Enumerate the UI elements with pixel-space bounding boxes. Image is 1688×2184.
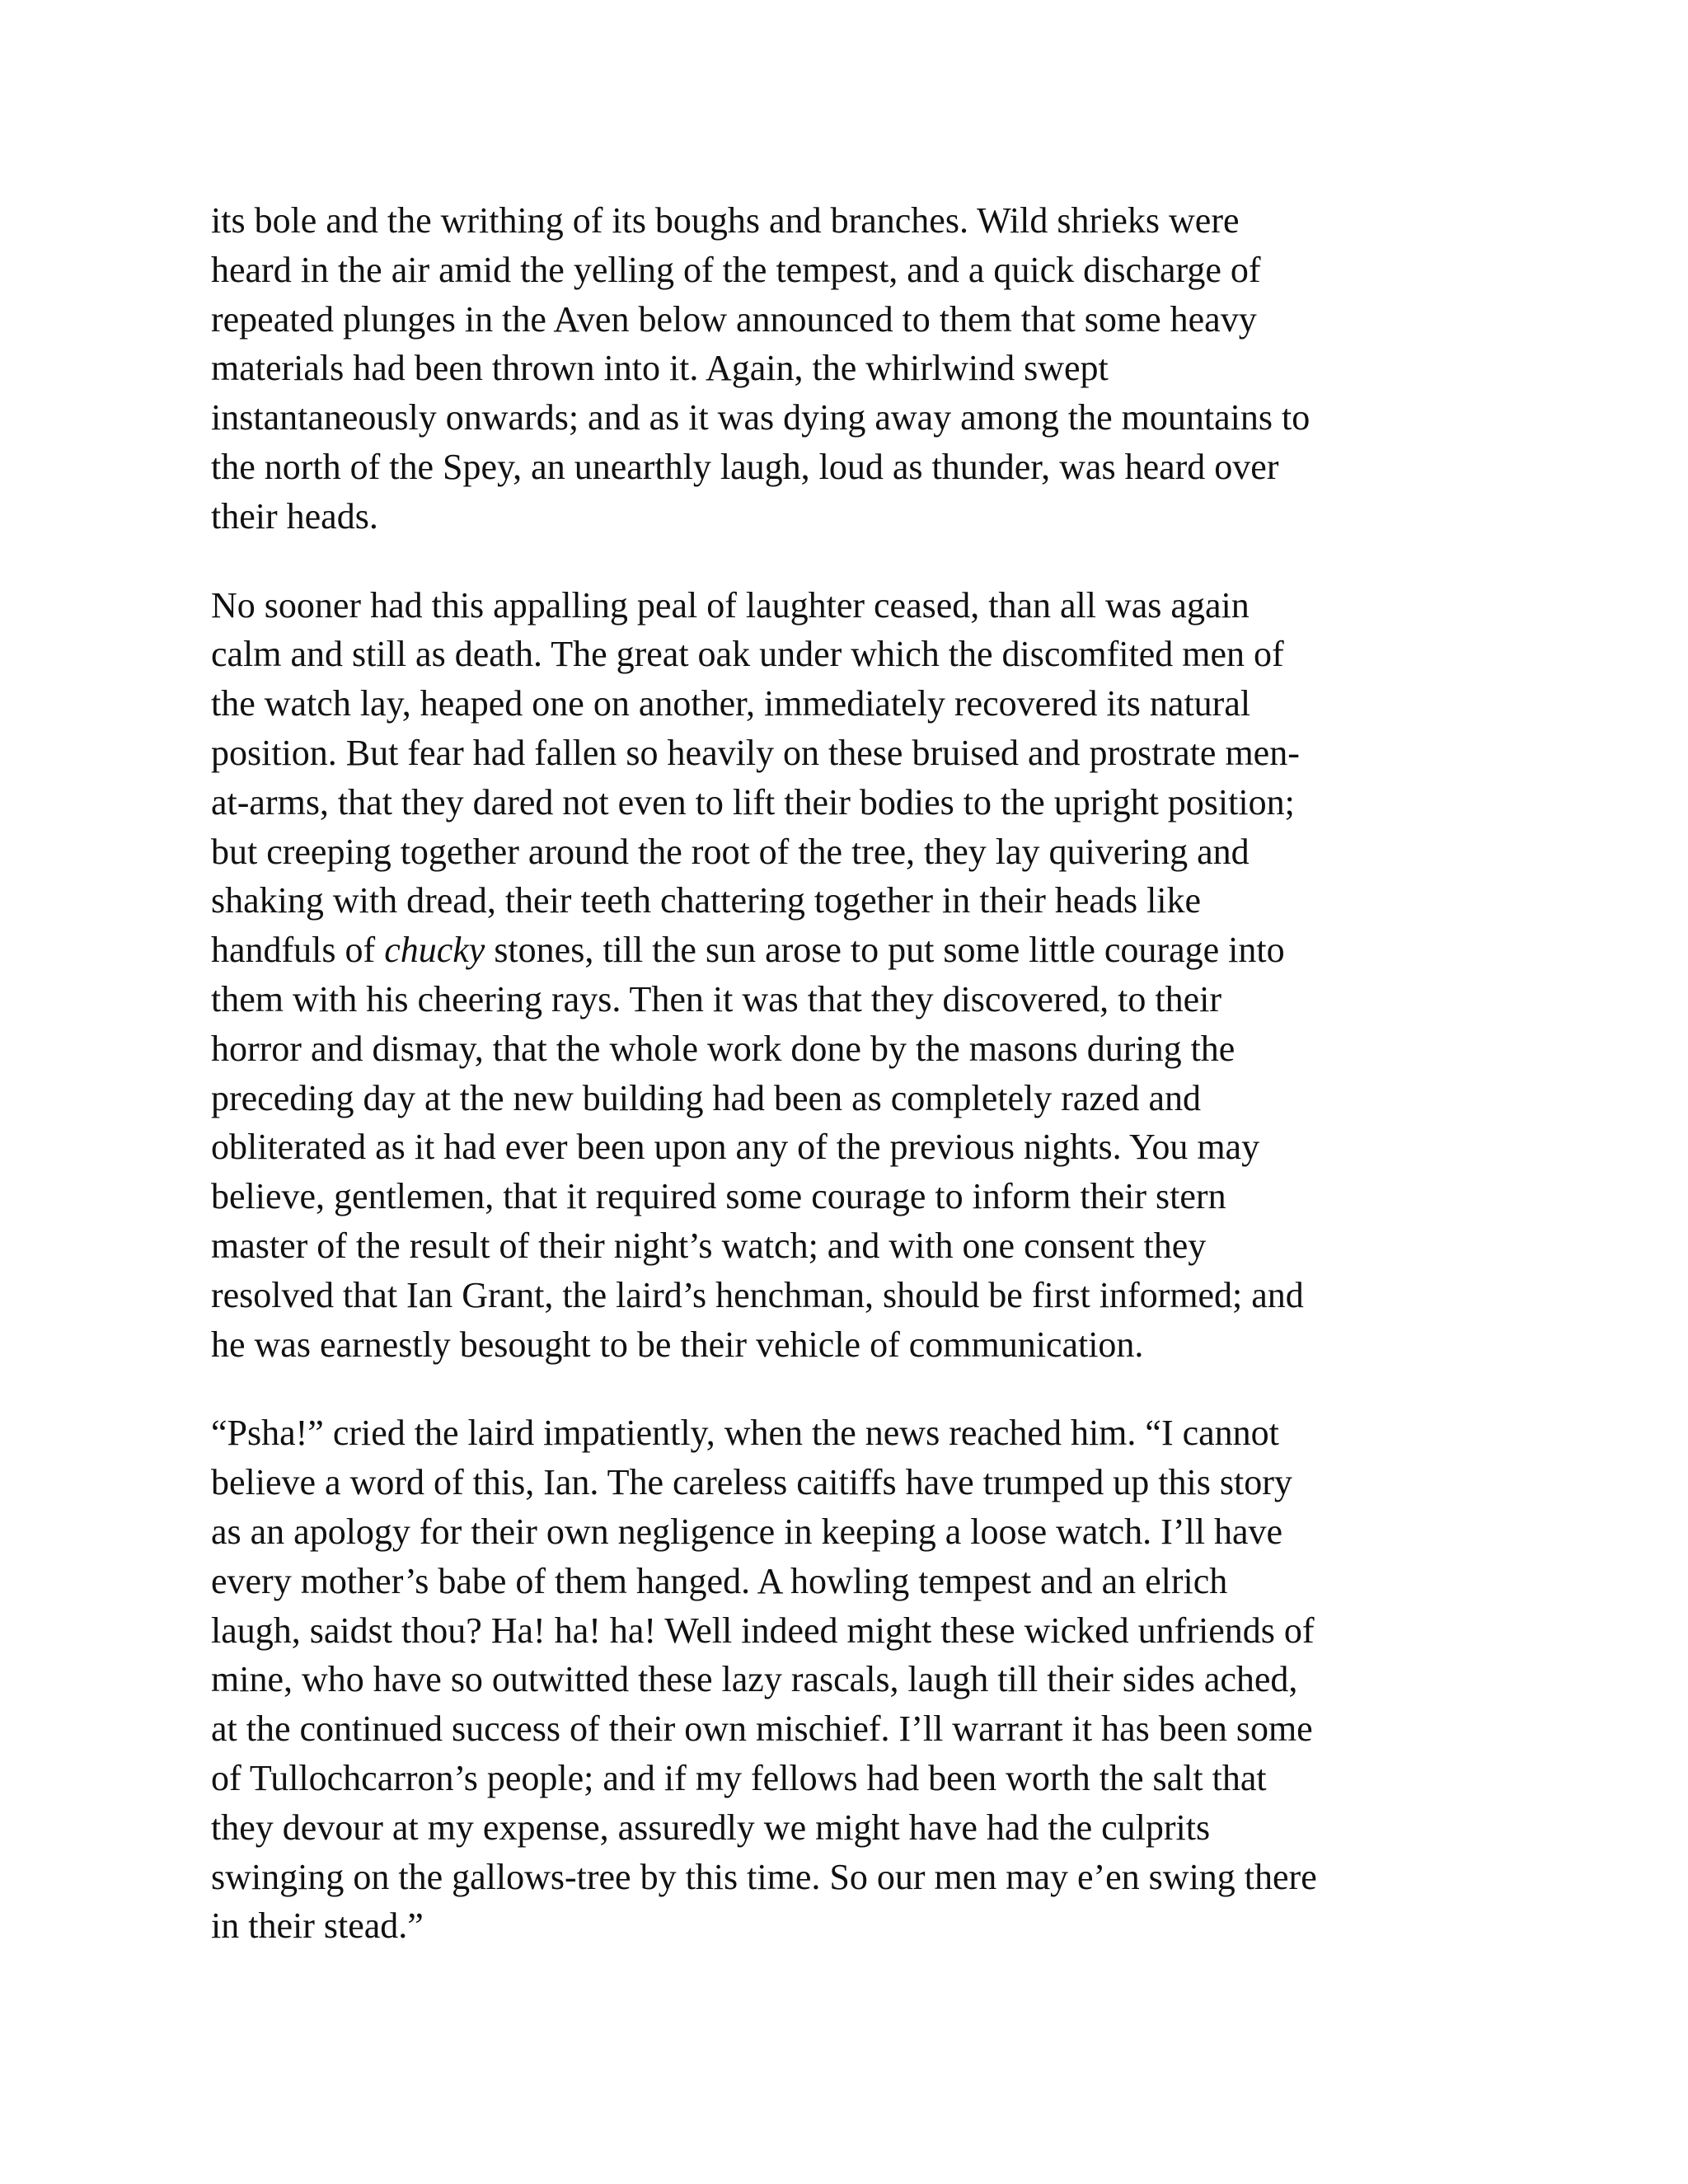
text-line bbox=[211, 344, 1497, 393]
text-line bbox=[211, 926, 1497, 975]
text-run: heard in the air amid the yelling of the tempest, and a quick discharge of bbox=[211, 249, 1261, 290]
text-run: calm and still as death. The great oak under which the discomfited men of bbox=[211, 634, 1284, 675]
text-line bbox=[211, 1606, 1497, 1656]
text-line bbox=[211, 1901, 1497, 1951]
text-run: “Psha!” cried the laird impatiently, when the news reached him. “I cannot bbox=[211, 1413, 1279, 1454]
text-run: its bole and the writhing of its boughs and branches. Wild shrieks were bbox=[211, 200, 1240, 241]
text-line bbox=[211, 1655, 1497, 1704]
text-line bbox=[211, 1122, 1497, 1172]
text-line bbox=[211, 1458, 1497, 1507]
text-line bbox=[211, 443, 1497, 492]
text-run: No sooner had this appalling peal of laughter ceased, than all was again bbox=[211, 584, 1250, 626]
text-line bbox=[211, 630, 1497, 679]
text-line bbox=[211, 1024, 1497, 1074]
text-run: in their stead.” bbox=[211, 1905, 424, 1947]
text-line bbox=[211, 1704, 1497, 1754]
text-line bbox=[211, 393, 1497, 443]
text-line bbox=[211, 729, 1497, 778]
text-run: mine, who have so outwitted these lazy rascals, laugh till their sides ached, bbox=[211, 1659, 1298, 1700]
paragraph bbox=[211, 581, 1497, 1370]
text-run: handfuls of bbox=[211, 930, 385, 971]
text-line bbox=[211, 679, 1497, 729]
paragraph bbox=[211, 1408, 1497, 1951]
text-line bbox=[211, 295, 1497, 344]
text-run: every mother’s babe of them hanged. A howling tempest and an elrich bbox=[211, 1560, 1228, 1601]
text-line bbox=[211, 492, 1497, 541]
text-line bbox=[211, 1074, 1497, 1123]
text-run: resolved that Ian Grant, the laird’s henchman, should be first informed; and bbox=[211, 1274, 1304, 1315]
text-run: swinging on the gallows-tree by this time. So our men may e’en swing there bbox=[211, 1856, 1317, 1897]
text-run: the north of the Spey, an unearthly laugh, loud as thunder, was heard over bbox=[211, 446, 1279, 487]
text-line bbox=[211, 1754, 1497, 1803]
text-run: at-arms, that they dared not even to lift their bodies to the upright position; bbox=[211, 781, 1295, 823]
text-run: them with his cheering rays. Then it was that they discovered, to their bbox=[211, 978, 1221, 1019]
text-line bbox=[211, 975, 1497, 1024]
text-run: shaking with dread, their teeth chattering together in their heads like bbox=[211, 880, 1202, 921]
text-line bbox=[211, 1221, 1497, 1271]
text-line bbox=[211, 778, 1497, 827]
text-run: believe, gentlemen, that it required some courage to inform their stern bbox=[211, 1176, 1226, 1217]
text-run: materials had been thrown into it. Again, the whirlwind swept bbox=[211, 348, 1109, 389]
text-run: he was earnestly besought to be their vehicle of communication. bbox=[211, 1324, 1144, 1365]
text-line bbox=[211, 1408, 1497, 1458]
text-run: at the continued success of their own mischief. I’ll warrant it has been some bbox=[211, 1708, 1313, 1750]
text-run: they devour at my expense, assuredly we might have had the culprits bbox=[211, 1807, 1211, 1848]
text-line bbox=[211, 1271, 1497, 1320]
paragraph bbox=[211, 196, 1497, 541]
text-run: preceding day at the new building had been as completely razed and bbox=[211, 1077, 1201, 1118]
text-line bbox=[211, 876, 1497, 926]
text-run: as an apology for their own negligence in keeping a loose watch. I’ll have bbox=[211, 1511, 1282, 1552]
italic-text-run: chucky bbox=[384, 930, 485, 971]
text-line bbox=[211, 1557, 1497, 1606]
text-run: horror and dismay, that the whole work done by the masons during the bbox=[211, 1028, 1236, 1069]
text-line bbox=[211, 1507, 1497, 1557]
text-run: laugh, saidst thou? Ha! ha! ha! Well indeed might these wicked unfriends of bbox=[211, 1610, 1315, 1651]
text-run: but creeping together around the root of the tree, they lay quivering and bbox=[211, 831, 1250, 872]
text-run: position. But fear had fallen so heavily on these bruised and prostrate men- bbox=[211, 732, 1300, 773]
text-run: their heads. bbox=[211, 495, 378, 537]
text-run: of Tullochcarron’s people; and if my fellows had been worth the salt that bbox=[211, 1757, 1267, 1798]
text-run: instantaneously onwards; and as it was dying away among the mountains to bbox=[211, 397, 1311, 438]
text-run: believe a word of this, Ian. The careless caitiffs have trumped up this story bbox=[211, 1462, 1292, 1503]
text-line bbox=[211, 827, 1497, 877]
body-text bbox=[211, 196, 1497, 1990]
text-line bbox=[211, 246, 1497, 295]
text-run: repeated plunges in the Aven below announced to them that some heavy bbox=[211, 298, 1257, 340]
text-run: the watch lay, heaped one on another, immediately recovered its natural bbox=[211, 683, 1251, 724]
text-run: stones, till the sun arose to put some little courage into bbox=[485, 930, 1285, 971]
text-line bbox=[211, 1172, 1497, 1221]
text-line bbox=[211, 1320, 1497, 1370]
text-line bbox=[211, 581, 1497, 630]
text-line bbox=[211, 1853, 1497, 1902]
text-line bbox=[211, 196, 1497, 246]
text-run: master of the result of their night’s watch; and with one consent they bbox=[211, 1225, 1207, 1266]
text-run: obliterated as it had ever been upon any of the previous nights. You may bbox=[211, 1127, 1260, 1168]
text-line bbox=[211, 1803, 1497, 1853]
